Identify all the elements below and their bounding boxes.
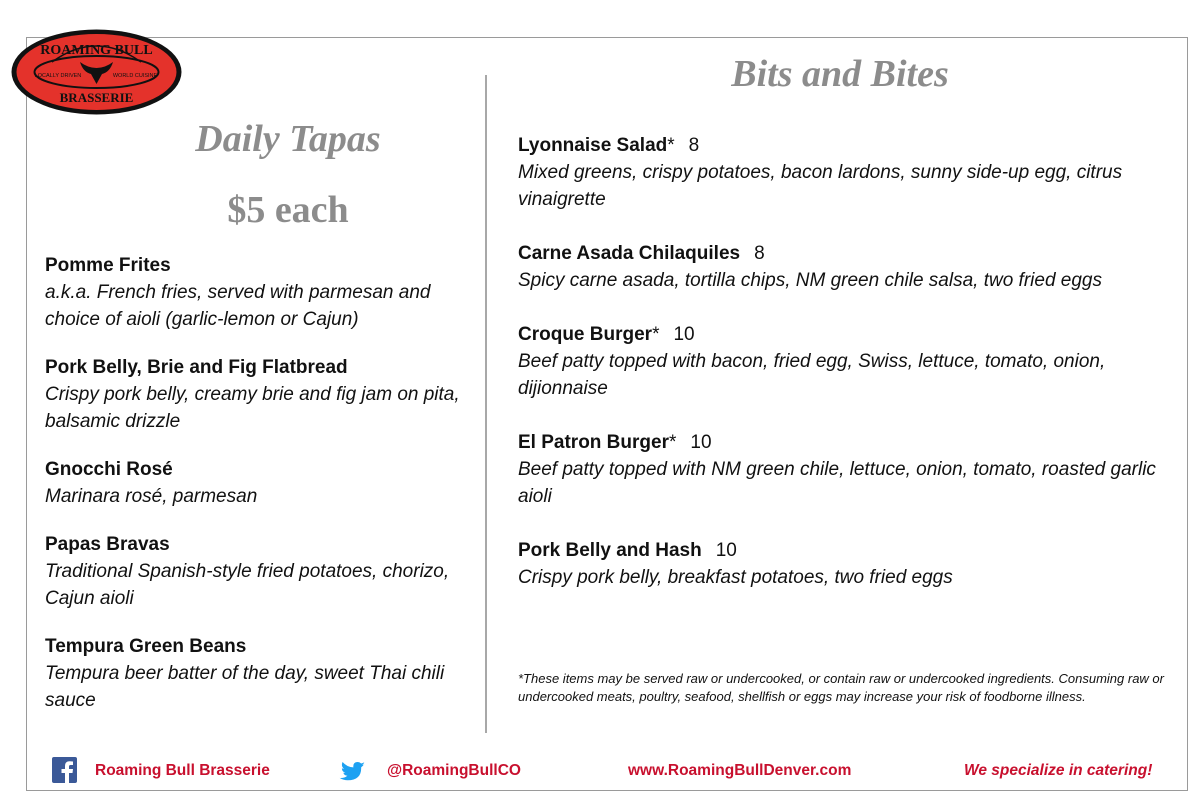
item-description: Crispy pork belly, breakfast potatoes, two fried eggs [518, 567, 953, 588]
item-description: Mixed greens, crispy potatoes, bacon lardons, sunny side-up egg, citrus vinaigrette [518, 162, 1123, 210]
logo-top-text: ROAMING BULL [40, 43, 153, 58]
item-description: Tempura beer batter of the day, sweet Thai chili sauce [45, 663, 445, 711]
tapas-list [45, 252, 475, 735]
raw-warning-mark: * [668, 432, 677, 453]
website-link[interactable]: www.RoamingBullDenver.com [628, 762, 852, 779]
item-name: Gnocchi Rosé [45, 459, 173, 480]
item-name: Carne Asada Chilaquiles [518, 243, 741, 264]
item-name: Lyonnaise Salad [518, 135, 668, 156]
item-name: Pork Belly, Brie and Fig Flatbread [45, 357, 348, 378]
tapas-item [45, 252, 475, 333]
item-name: Papas Bravas [45, 534, 170, 555]
logo-left-text: LOCALLY DRIVEN [34, 73, 82, 79]
catering-tagline: We specialize in catering! [964, 762, 1153, 779]
item-price: 8 [754, 243, 765, 264]
item-description: Beef patty topped with bacon, fried egg, Swiss, lettuce, tomato, onion, dijionnaise [518, 351, 1106, 399]
item-description: Marinara rosé, parmesan [45, 486, 258, 507]
column-divider [485, 75, 487, 733]
item-price: 10 [673, 324, 695, 345]
item-description: Crispy pork belly, creamy brie and fig jam on pita, balsamic drizzle [45, 384, 460, 432]
facebook-link[interactable]: Roaming Bull Brasserie [95, 762, 270, 779]
bites-item [518, 321, 1178, 402]
item-name: Pomme Frites [45, 255, 171, 276]
bits-and-bites-title: Bits and Bites [731, 53, 949, 95]
item-description: Beef patty topped with NM green chile, lettuce, onion, tomato, roasted garlic aioli [518, 459, 1156, 507]
item-price: 8 [688, 135, 700, 156]
daily-tapas-title: Daily Tapas [195, 118, 381, 160]
bites-item [518, 537, 1178, 591]
bites-list [518, 132, 1178, 618]
item-name: Croque Burger [518, 324, 653, 345]
tapas-item [45, 354, 475, 435]
raw-warning-mark: * [667, 135, 675, 156]
roaming-bull-logo [10, 28, 183, 116]
raw-warning-mark: * [652, 324, 660, 345]
item-description: Spicy carne asada, tortilla chips, NM green chile salsa, two fried eggs [518, 270, 1102, 291]
item-name: Pork Belly and Hash [518, 540, 702, 561]
bites-item [518, 132, 1178, 213]
bites-item [518, 240, 1178, 294]
tapas-item [45, 456, 475, 510]
item-description: a.k.a. French fries, served with parmesan and choice of aioli (garlic-lemon or Cajun) [45, 282, 431, 330]
logo-bottom-text: BRASSERIE [59, 90, 134, 105]
item-price: 10 [690, 432, 712, 453]
footer [0, 758, 1200, 786]
bites-item [518, 429, 1178, 510]
tapas-item [45, 633, 475, 714]
item-description: Traditional Spanish-style fried potatoes, chorizo, Cajun aioli [45, 561, 450, 609]
item-name: El Patron Burger [518, 432, 669, 453]
item-name: Tempura Green Beans [45, 636, 247, 657]
raw-food-disclaimer: *These items may be served raw or undercooked, or contain raw or undercooked ingredients. Consuming raw or undercooked meats, poultry, seafood, shellfish or eggs may increase your risk of foodborne illness. [518, 671, 1164, 704]
twitter-handle-link[interactable]: @RoamingBullCO [387, 762, 521, 779]
tapas-price: $5 each [227, 189, 349, 231]
logo-right-text: WORLD CUISINE [112, 73, 158, 79]
tapas-item [45, 531, 475, 612]
item-price: 10 [715, 540, 737, 561]
